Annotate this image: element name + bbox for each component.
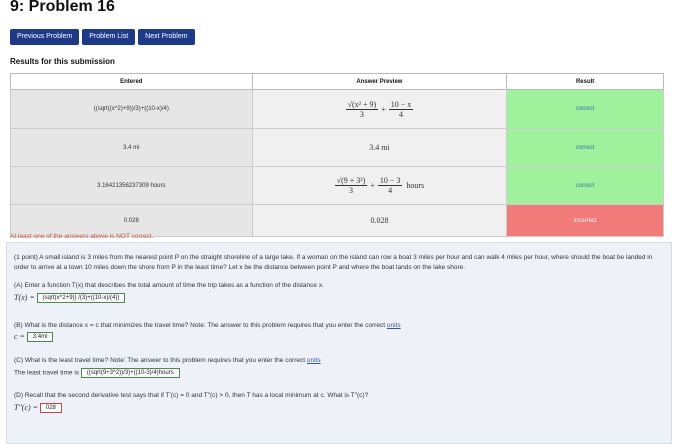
results-table [10, 73, 664, 237]
part-a-text: (A) Enter a function T(x) that describes the total amount of time the trip takes as a function of the distance x. [14, 282, 324, 289]
part-c-text-row [14, 357, 321, 364]
preview-cell: 3.4 mi [252, 129, 507, 167]
warning-message: At least one of the answers above is NOT correct. [10, 233, 154, 240]
problem-intro: (1 point) A small island is 3 miles from the nearest point P on the straight shoreline of a large lake. If a woman on the island can row a boat 3 miles per hour and can walk 4 miles per hour, where should the boat be landed in order to arrive at a town 10 miles down the shore from P in the least time? Let x be the distance between point P and where the boat lands on the lake shore. [14, 254, 653, 271]
part-b-text-row [14, 322, 401, 329]
next-problem-button[interactable]: Next Problem [138, 29, 194, 45]
part-c-label: The least travel time is [14, 369, 80, 377]
fraction-denominator: 3 [359, 109, 364, 119]
preview-cell [252, 90, 507, 129]
problem-list-button[interactable]: Problem List [82, 29, 135, 45]
table-row [11, 129, 664, 167]
result-cell: correct [507, 90, 664, 129]
units-link[interactable]: units [306, 357, 321, 364]
table-row [11, 90, 664, 129]
fraction-numerator: 10 − x [390, 99, 412, 109]
plus-sign: + [381, 104, 386, 114]
page-title: 9: Problem 16 [10, 0, 115, 15]
fraction-denominator: 3 [349, 186, 354, 195]
fraction [389, 100, 414, 119]
results-heading: Results for this submission [10, 57, 115, 66]
plus-sign: + [370, 181, 375, 190]
part-c-answer-field[interactable]: ((sqrt(9+3^2))/3)+((10-3)/4)hours [81, 368, 180, 378]
entered-cell: ((sqrt((x^2)+9))/3)+((10-x)/4) [11, 90, 253, 129]
result-cell: correct [507, 167, 664, 205]
table-row [11, 167, 664, 205]
header-answer-preview: Answer Preview [252, 74, 507, 90]
fraction-denominator: 4 [399, 109, 403, 119]
fraction-numerator: √(9 + 3²) [336, 176, 366, 185]
fraction-numerator: √(x² + 9) [347, 99, 377, 109]
part-d-label: T″(c) = [14, 403, 39, 412]
part-c-text: (C) What is the least travel time? Note: The answer to this problem requires that you enter the correct [14, 357, 306, 364]
fraction-numerator: 10 − 3 [379, 176, 401, 185]
part-b-text: (B) What is the distance x = c that minimizes the travel time? Note: The answer to this problem requires that you enter the correct [14, 322, 386, 329]
result-cell: correct [507, 129, 664, 167]
preview-cell: 0.028 [252, 205, 507, 237]
entered-cell: 3.16421356237309 hours [11, 167, 253, 205]
header-entered: Entered [11, 74, 253, 90]
fraction [335, 176, 368, 195]
part-c-answer-row [14, 368, 180, 378]
previous-problem-button[interactable]: Previous Problem [10, 29, 79, 45]
problem-statement [6, 242, 672, 444]
part-a-answer-row [14, 293, 125, 303]
part-b-label: c = [14, 332, 25, 341]
result-cell: incorrect [507, 205, 664, 237]
part-d-answer-field[interactable]: 028 [40, 403, 62, 413]
units-link[interactable]: units [386, 322, 401, 329]
preview-unit: hours [406, 181, 425, 190]
entered-cell: 0.028 [11, 205, 253, 237]
preview-cell [252, 167, 507, 205]
part-d-answer-row [14, 403, 62, 413]
problem-nav [10, 29, 195, 45]
header-result: Result [507, 74, 664, 90]
part-a-answer-field[interactable]: (sqrt(x^2+9)) /(3)+((10-x)/(4)) [37, 293, 126, 303]
fraction [346, 100, 379, 119]
table-row [11, 205, 664, 237]
part-b-answer-field[interactable]: 3.4mi [27, 332, 54, 342]
entered-cell: 3.4 mi [11, 129, 253, 167]
fraction-denominator: 4 [388, 186, 393, 195]
part-a-label: T(x) = [14, 293, 35, 302]
part-d-text: (D) Recall that the second derivative test says that if T′(c) = 0 and T″(c) > 0, then T has a local minimum at c. What is T″(c)? [14, 392, 369, 399]
fraction [378, 176, 403, 195]
part-b-answer-row [14, 332, 53, 342]
results-header-row [11, 74, 664, 90]
